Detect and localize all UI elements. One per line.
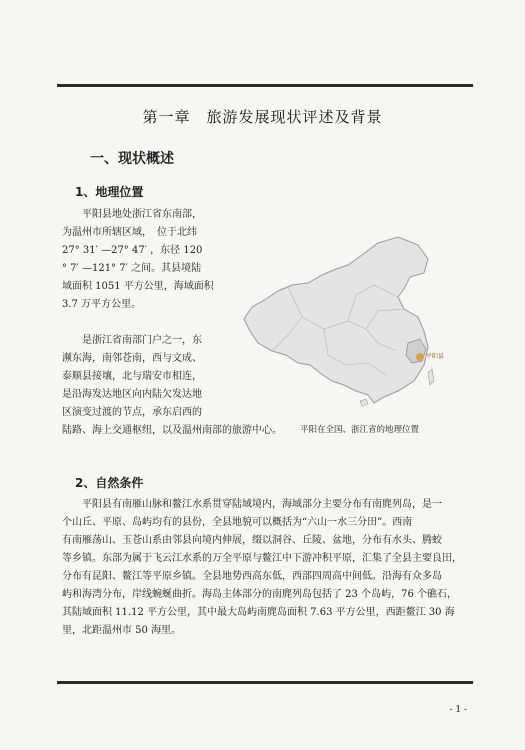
text-line: 平阳县地处浙江省东南部，: [82, 209, 202, 220]
text-line: ° 7′ —121° 7′ 之间。其县境陆: [62, 263, 202, 274]
text-line: 等乡镇。东部为属于飞云江水系的万全平原与鳌江中下游冲积平原，汇集了全县主要良田，: [62, 553, 462, 564]
text-line: 陆路、海上交通枢纽，以及温州南部的旅游中心。: [62, 425, 282, 436]
location-paragraph-1: [62, 206, 214, 314]
china-map-figure: [228, 225, 473, 410]
taiwan-island: [428, 369, 434, 385]
footer-rule: [57, 681, 473, 684]
text-line: 27° 31′ —27° 47′ ，东径 120: [62, 245, 203, 256]
hainan-island: [360, 399, 368, 406]
text-line: 屿和海湾分布，岸线蜿蜒曲折。海岛主体部分的南麂列岛包括了 23 个岛屿，76 个礁石，: [62, 589, 457, 600]
section-heading-overview: 一、现状概述: [90, 151, 174, 167]
pingyang-marker: [416, 353, 424, 361]
nature-paragraph: [62, 496, 462, 640]
page-number: - 1 -: [449, 705, 467, 715]
text-line: 区演变过渡的节点，承东启西的: [62, 407, 202, 418]
text-line: 3.7 万平方公里。: [62, 299, 142, 310]
text-line: 平阳县有南雁山脉和鳌江水系贯穿陆域境内，海域部分主要分布有南麂列岛，是一: [82, 499, 442, 510]
subsection-heading-nature: 2、自然条件: [75, 476, 144, 490]
text-line: 有南雁荡山、玉苍山系由邻县向境内伸展，缀以洞谷、丘陵、盆地，分布有水头、腾蛟: [62, 535, 442, 546]
map-caption: 平阳在全国、浙江省的地理位置: [300, 425, 420, 435]
text-line: 分布有昆阳、鳌江等平原乡镇。全县地势西高东低，西部四周高中间低。沿海有众多岛: [62, 571, 442, 582]
text-line: 域面积 1051 平方公里，海域面积: [62, 281, 214, 292]
text-line: 里，北距温州市 50 海里。: [62, 625, 182, 636]
chapter-title: 第一章 旅游发展现状评述及背景: [142, 108, 383, 126]
subsection-heading-location: 1、地理位置: [75, 185, 144, 199]
china-map-image: [228, 225, 473, 410]
text-line: 泰顺县接壤，北与瑞安市相连，: [62, 371, 202, 382]
text-line: 个山丘、平原、岛屿均有的县份，全县地貌可以概括为“六山一水三分田”。西南: [62, 517, 413, 528]
text-line: 为温州市所辖区域， 位于北纬: [62, 227, 197, 238]
china-outline: [244, 237, 428, 403]
header-rule: [57, 84, 473, 87]
text-line: 是浙江省南部门户之一，东: [82, 335, 202, 346]
pingyang-label: 平阳县: [426, 353, 445, 360]
text-line: 其陆域面积 11.12 平方公里，其中最大岛屿南麂岛面积 7.63 平方公里，西距鳌江 30 海: [62, 607, 455, 618]
text-line: 濒东海，南邻苍南，西与文成、: [62, 353, 202, 364]
text-line: 是沿海发达地区向内陆欠发达地: [62, 389, 202, 400]
